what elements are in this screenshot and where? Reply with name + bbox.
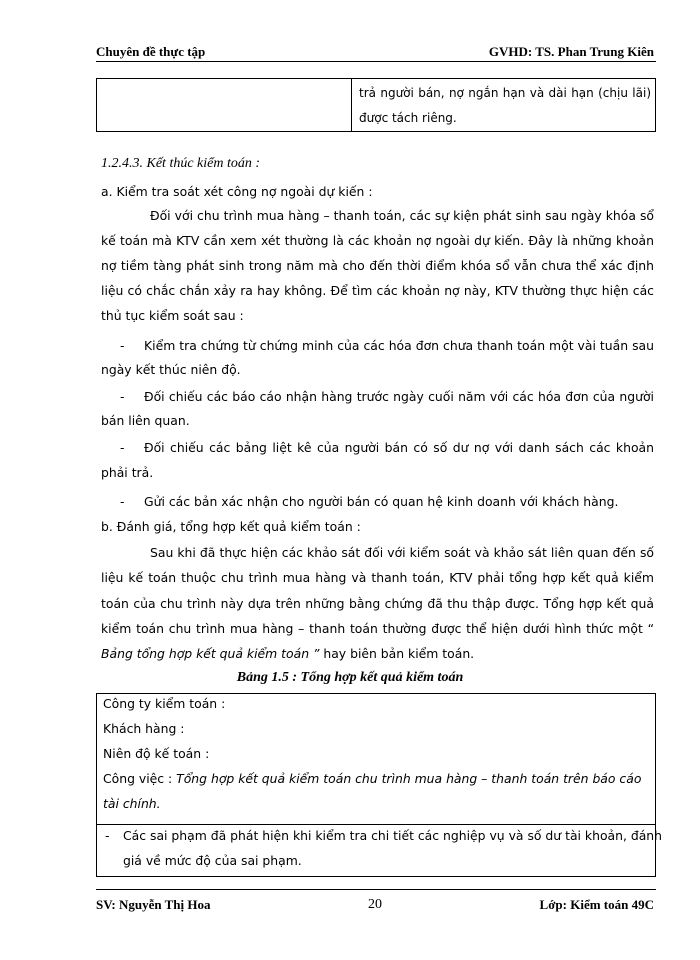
paragraph-tail: hay biên bản kiểm toán. bbox=[319, 646, 475, 661]
summary-table bbox=[96, 693, 663, 877]
paragraph-line: nợ tiềm tàng phát sinh trong năm mà cho đến thời điểm khóa sổ vẫn chưa thể xác định bbox=[101, 258, 654, 273]
section-heading: 1.2.4.3. Kết thúc kiểm toán : bbox=[101, 156, 261, 171]
paragraph-line: liệu kế toán thuộc chu trình mua hàng và thanh toán, KTV phải tổng hợp kết quả kiểm bbox=[101, 570, 654, 585]
italic-table-name: Bảng tổng hợp kết quả kiểm toán ” bbox=[101, 646, 320, 661]
table-cell-line: được tách riêng. bbox=[359, 111, 457, 125]
header-rule bbox=[96, 61, 656, 62]
task-label: Công việc : bbox=[103, 771, 177, 786]
bullet-line: Kiểm tra chứng từ chứng minh của các hóa đơn chưa thanh toán một vài tuần sau bbox=[144, 338, 654, 353]
bullet-dash: - bbox=[120, 338, 125, 353]
header-supervisor: GVHD: TS. Phan Trung Kiên bbox=[488, 44, 654, 59]
bullet-dash: - bbox=[120, 389, 125, 404]
task-row-cont: tài chính. bbox=[103, 796, 161, 811]
task-text: Tổng hợp kết quả kiểm toán chu trình mua hàng – thanh toán trên báo cáo bbox=[176, 771, 642, 786]
table-cell-right bbox=[359, 81, 651, 131]
header-left-title: Chuyên đề thực tập bbox=[96, 44, 206, 59]
paragraph-line: Sau khi đã thực hiện các khảo sát đối với kiểm soát và khảo sát liên quan đến số bbox=[150, 545, 654, 560]
bullet-dash: - bbox=[120, 494, 125, 509]
paragraph-line: Đối với chu trình mua hàng – thanh toán, các sự kiện phát sinh sau ngày khóa sổ bbox=[150, 208, 654, 223]
bullet-line: ngày kết thúc niên độ. bbox=[101, 362, 241, 377]
footer-rule bbox=[96, 889, 656, 890]
bullet-dash: - bbox=[120, 440, 125, 455]
period-row: Niên độ kế toán : bbox=[103, 746, 210, 761]
footer-student: SV: Nguyễn Thị Hoa bbox=[96, 897, 211, 912]
page-number: 20 bbox=[368, 897, 382, 912]
bullet-line: Gửi các bản xác nhận cho người bán có quan hệ kinh doanh với khách hàng. bbox=[144, 494, 619, 509]
item-dash: - bbox=[105, 828, 110, 843]
item-line: giá về mức độ của sai phạm. bbox=[123, 853, 302, 868]
paragraph-line: toán của chu trình này dựa trên những bằng chứng đã thu thập được. Tổng hợp kết quả bbox=[101, 596, 654, 611]
bullet-line: Đối chiếu các báo cáo nhận hàng trước ngày cuối năm với các hóa đơn của người bbox=[144, 389, 654, 404]
item-line: Các sai phạm đã phát hiện khi kiểm tra chi tiết các nghiệp vụ và số dư tài khoản, đánh bbox=[123, 828, 663, 843]
paragraph-line: thủ tục kiểm soát sau : bbox=[101, 308, 244, 323]
bullet-line: bán liên quan. bbox=[101, 413, 190, 428]
company-row: Công ty kiểm toán : bbox=[103, 696, 226, 711]
subheading-a: a. Kiểm tra soát xét công nợ ngoài dự kiến : bbox=[101, 184, 373, 199]
paragraph-line bbox=[101, 642, 474, 666]
subheading-b: b. Đánh giá, tổng hợp kết quả kiểm toán : bbox=[101, 519, 361, 534]
task-row bbox=[103, 771, 641, 786]
bullet-line: phải trả. bbox=[101, 465, 154, 480]
table-cell-line: trả người bán, nợ ngắn hạn và dài hạn (chịu lãi) bbox=[359, 86, 651, 100]
client-row: Khách hàng : bbox=[103, 721, 185, 736]
page-header bbox=[96, 44, 654, 62]
paragraph-line: kế toán mà KTV cần xem xét thường là các khoản nợ ngoài dự kiến. Đây là những khoản bbox=[101, 233, 654, 248]
bullet-line: Đối chiếu các bảng liệt kê của người bán có số dư nợ với danh sách các khoản bbox=[144, 440, 654, 455]
continued-table bbox=[96, 78, 656, 132]
footer-class: Lớp: Kiểm toán 49C bbox=[539, 897, 654, 912]
table-row-divider bbox=[97, 824, 655, 825]
table-column-divider bbox=[351, 79, 352, 131]
paragraph-line: liệu có chắc chắn xảy ra hay không. Để tìm các khoản nợ này, KTV thường thực hiện các bbox=[101, 283, 654, 298]
paragraph-line: kiểm toán chu trình mua hàng – thanh toán thường được thể hiện dưới hình thức một “ bbox=[101, 621, 654, 636]
table-caption: Bảng 1.5 : Tổng hợp kết quả kiểm toán bbox=[236, 670, 464, 685]
